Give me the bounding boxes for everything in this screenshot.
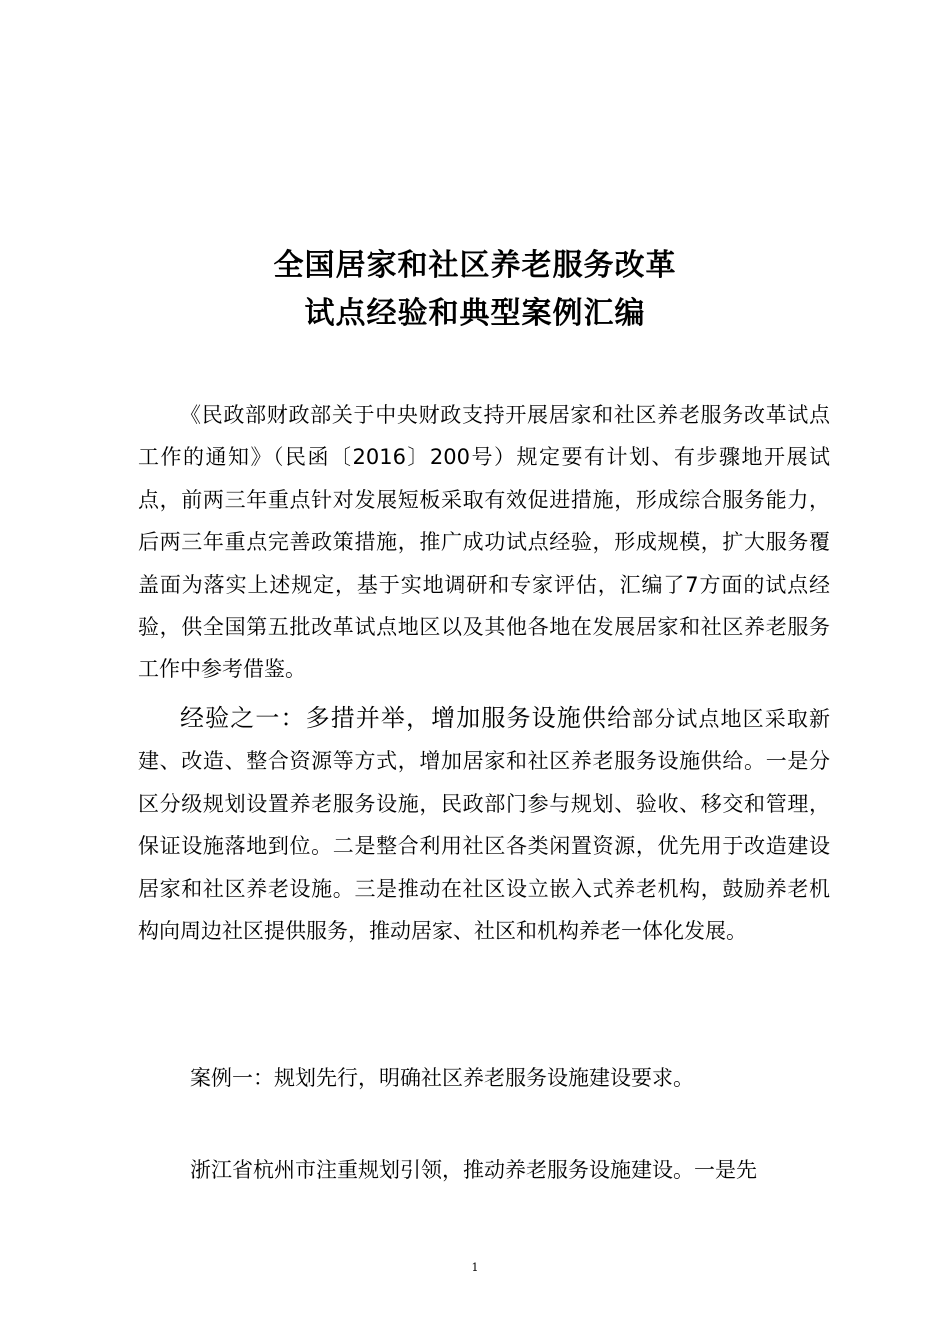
case-one-body: 浙江省杭州市注重规划引领，推动养老服务设施建设。一是先 xyxy=(190,1158,757,1182)
experience-one-body: 部分试点地区采取新建、改造、整合资源等方式，增加居家和社区养老服务设施供给。一是分区分级规划设置养老服务设施，民政部门参与规划、验收、移交和管理，保证设施落地到位。二是整合利用社区各类闲置资源，优先用于改造建设居家和社区养老设施。三是推动在社区设立嵌入式养老机构，鼓励养老机构向周边社区提供服务，推动居家、社区和机构养老一体化发展。 xyxy=(138,707,831,944)
intro-paragraph: 《民政部财政部关于中央财政支持开展居家和社区养老服务改革试点工作的通知》（民函〔2016〕200号）规定要有计划、有步骤地开展试点，前两三年重点针对发展短板采取有效促进措施，形成综合服务能力，后两三年重点完善政策措施，推广成功试点经验，形成规模，扩大服务覆盖面为落实上述规定，基于实地调研和专家评估，汇编了7方面的试点经验，供全国第五批改革试点地区以及其他各地在发展居家和社区养老服务工作中参考借鉴。 xyxy=(138,403,830,682)
document-title-line-2: 试点经验和典型案例汇编 xyxy=(304,296,646,331)
experience-one-heading: 经验之一：多措并举，增加服务设施供给 xyxy=(180,704,633,732)
page-number: 1 xyxy=(471,1261,479,1274)
case-one-title: 案例一：规划先行，明确社区养老服务设施建设要求。 xyxy=(190,1066,694,1090)
experience-one-paragraph xyxy=(138,697,830,952)
document-title-line-1: 全国居家和社区养老服务改革 xyxy=(273,248,677,283)
